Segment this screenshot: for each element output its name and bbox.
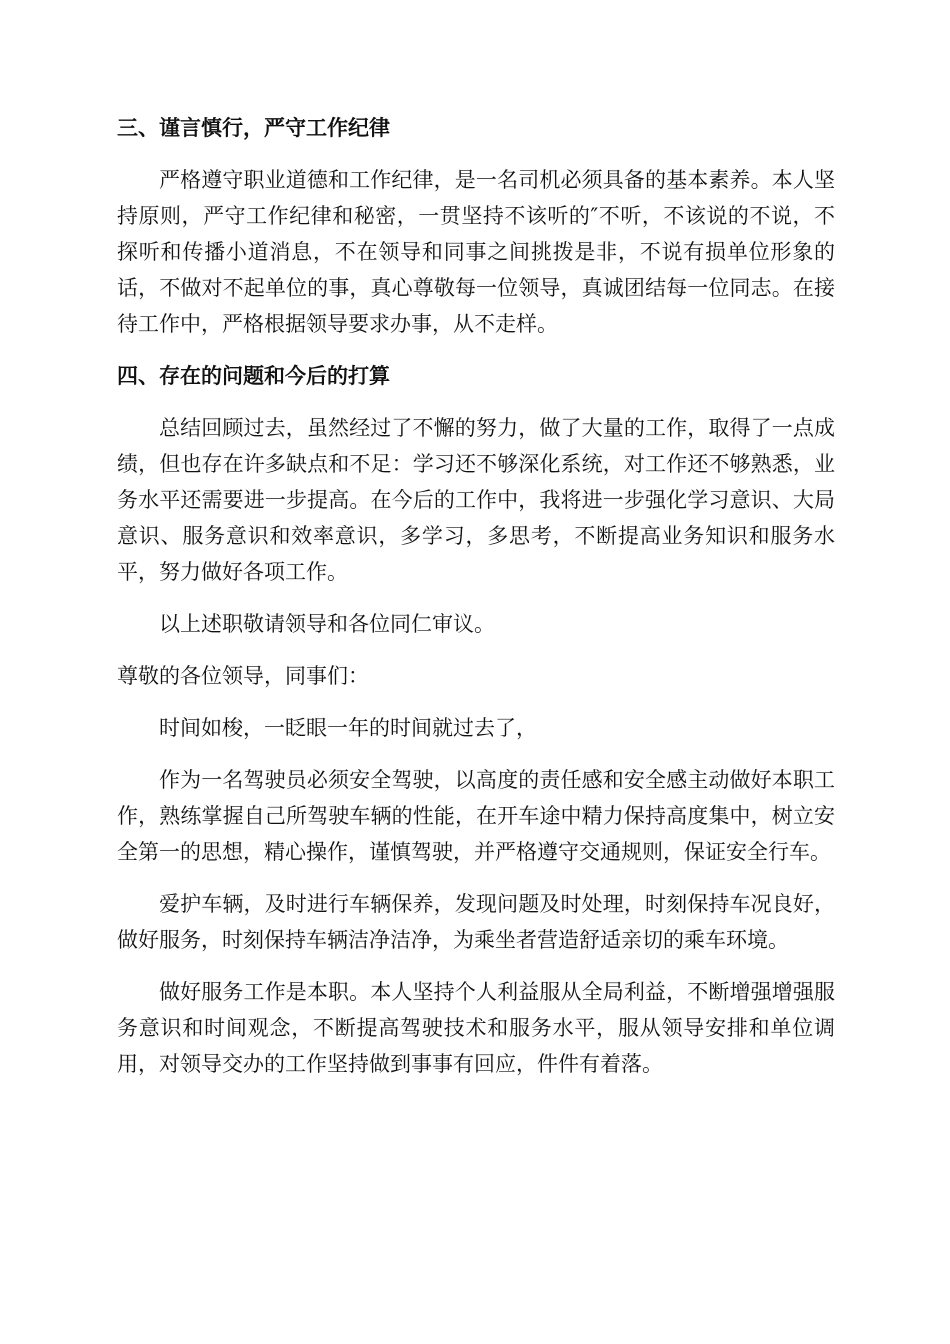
- section-4-paragraph: 总结回顾过去，虽然经过了不懈的努力，做了大量的工作，取得了一点成绩，但也存在许多缺点和不足：学习还不够深化系统，对工作还不够熟悉，业务水平还需要进一步提高。在今后的工作中，我将进一步强化学习意识、大局意识、服务意识和效率意识，多学习，多思考，不断提高业务知识和服务水平，努力做好各项工作。: [117, 416, 835, 584]
- salutation: 尊敬的各位领导，同事们：: [117, 664, 369, 688]
- section-3-paragraph: 严格遵守职业道德和工作纪律，是一名司机必须具备的基本素养。本人坚持原则，严守工作纪律和秘密，一贯坚持不该听的″不听，不该说的不说，不探听和传播小道消息，不在领导和同事之间挑拨是非，不说有损单位形象的话，不做对不起单位的事，真心尊敬每一位领导，真诚团结每一位同志。在接待工作中，严格根据领导要求办事，从不走样。: [117, 168, 835, 336]
- closing-line: 以上述职敬请领导和各位同仁审议。: [159, 612, 495, 636]
- document-page: [117, 110, 835, 1098]
- speech-paragraph-1: 时间如梭，一眨眼一年的时间就过去了，: [159, 716, 537, 740]
- section-heading-4: 四、存在的问题和今后的打算: [117, 364, 390, 388]
- speech-paragraph-2: 作为一名驾驶员必须安全驾驶，以高度的责任感和安全感主动做好本职工作，熟练掌握自己所驾驶车辆的性能，在开车途中精力保持高度集中，树立安全第一的思想，精心操作，谨慎驾驶，并严格遵守交通规则，保证安全行车。: [117, 768, 835, 864]
- speech-paragraph-4: 做好服务工作是本职。本人坚持个人利益服从全局利益，不断增强增强服务意识和时间观念，不断提高驾驶技术和服务水平，服从领导安排和单位调用，对领导交办的工作坚持做到事事有回应，件件有着落。: [117, 980, 835, 1076]
- speech-paragraph-3: 爱护车辆，及时进行车辆保养，发现问题及时处理，时刻保持车况良好，做好服务，时刻保持车辆洁净洁净，为乘坐者营造舒适亲切的乘车环境。: [117, 892, 835, 952]
- section-heading-3: 三、谨言慎行，严守工作纪律: [117, 116, 390, 140]
